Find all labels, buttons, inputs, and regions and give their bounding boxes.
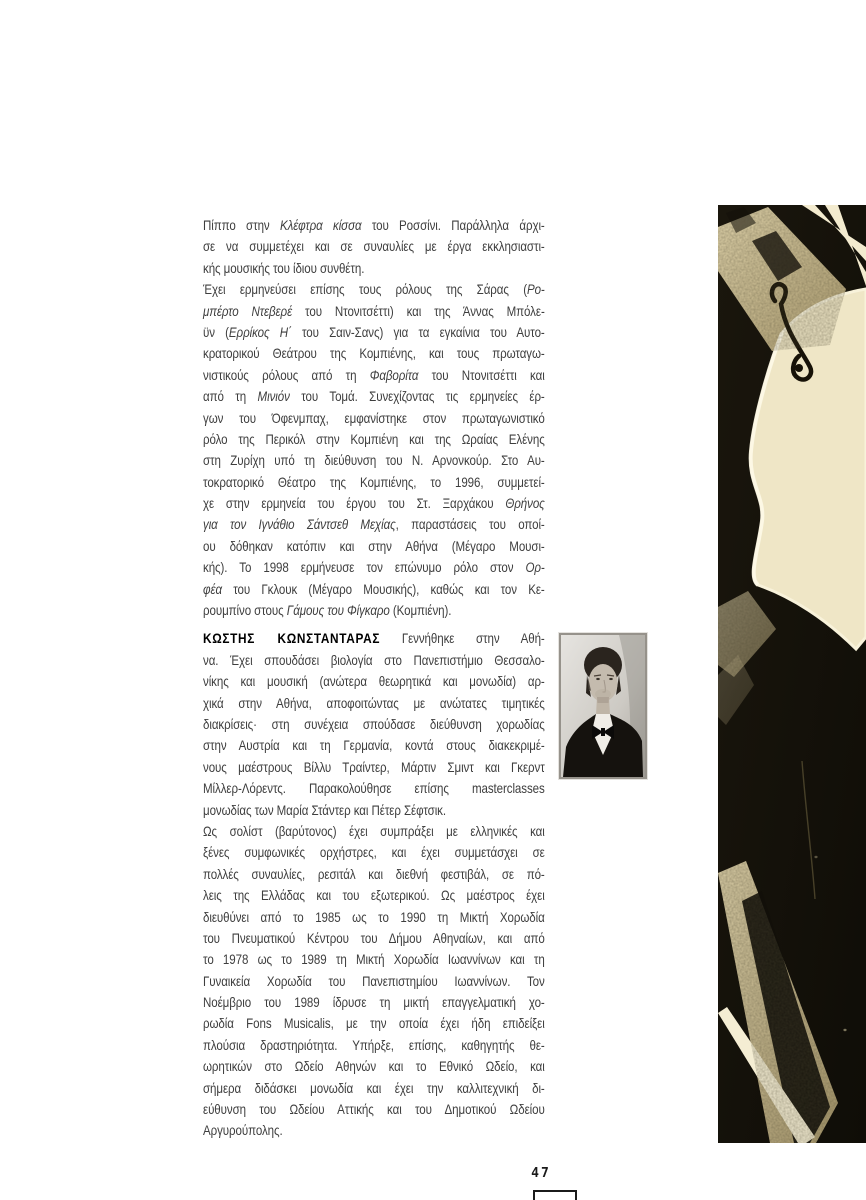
article-column — [203, 215, 545, 1142]
text-line: κρατορικού Θεάτρου της Κομπιένης, και τους πρωταγω- — [203, 346, 545, 362]
text-line: στη Ζυρίχη υπό τη διεύθυνση του Ν. Αρνονκούρ. Στο Αυ- — [203, 453, 545, 469]
text-line: Έχει ερμηνεύσει επίσης τους ρόλους της Σάρας (Ρο- — [203, 282, 545, 298]
text-line: κής μουσικής του ίδιου συνθέτη. — [203, 260, 365, 276]
text-line: χε στην ερμηνεία του έργου του Στ. Ξαρχάκου Θρήνος — [203, 496, 545, 512]
text-line: μονωδίας των Μαρία Στάντερ και Πέτερ Σέφτσικ. — [203, 802, 447, 818]
text-line: ρόλο της Περικόλ στην Κομπιένη και της Ωραίας Ελένης — [203, 431, 545, 447]
text-line: Γυναικεία Χορωδία του Πανεπιστημίου Ιωαννίνων. Τον — [203, 973, 545, 989]
text-line: Πίππο στην Κλέφτρα κίσσα του Ροσσίνι. Παράλληλα άρχι- — [203, 218, 545, 233]
text-line: Νοέμβριο του 1989 ίδρυσε τη μικτή επαγγελματική χο- — [203, 995, 545, 1011]
portrait-photo — [559, 633, 647, 779]
text-line: φέα του Γκλουκ (Μέγαρο Μουσικής), καθώς και τον Κε- — [203, 581, 545, 597]
text-line: σε να συμμετέχει και σε συναυλίες με έργα εκκλησιαστι- — [203, 239, 545, 255]
text-line: γων του Όφενμπαχ, εμφανίστηκε στον πρωταγωνιστικό — [203, 410, 545, 426]
text-line: του Πνευματικού Κέντρου του Δήμου Αθηναίων, και από — [203, 930, 545, 946]
text-line: εύθυνση του Ωδείου Αττικής και του Δημοτικού Ωδείου — [203, 1102, 545, 1118]
text-line: ξένες συμφωνικές ορχήστρες, και έχει συμμετάσχει σε — [203, 845, 545, 861]
text-line: το 1978 ως το 1989 τη Μικτή Χορωδία Ιωαννίνων και τη — [203, 952, 545, 968]
text-line: για τον Ιγνάθιο Σάντσεθ Μεχίας, παραστάσεις του οποί- — [203, 517, 545, 533]
text-line: ωρητικών στο Ωδείο Αθηνών και το Εθνικό Ωδείο, και — [203, 1059, 545, 1075]
text-line: να. Έχει σπουδάσει βιολογία στο Πανεπιστήμιο Θεσσαλο- — [203, 652, 545, 668]
text-line: διακρίσεις· στη συνέχεια σπούδασε διεύθυνση χορωδίας — [203, 716, 545, 732]
text-line: πολλές συναυλίες, ρεσιτάλ και διεθνή φεστιβάλ, σε πό- — [203, 866, 545, 882]
text-line: σήμερα διδάσκει μονωδία και έχει την καλλιτεχνική δι- — [203, 1080, 545, 1096]
text-line: στην Αυστρία και τη Γερμανία, κοντά στους διακεκριμέ- — [203, 738, 545, 754]
text-line: χικά στην Αθήνα, αποφοιτώντας με ανώτατες τιμητικές — [203, 695, 545, 711]
text-line: κής). Το 1998 ερμήνευσε τον επώνυμο ρόλο στον Ορ- — [203, 560, 545, 576]
text-line: Αργυρούπολης. — [203, 1123, 283, 1139]
page-frame-corner-mark — [533, 1190, 577, 1200]
paragraph-block — [203, 628, 545, 1141]
text-line: τοκρατορικό Θέατρο της Κομπιένης, το 1996, συμμετεί- — [203, 474, 545, 490]
violin-photo — [718, 205, 866, 1143]
text-line: νιστικούς ρόλους από τη Φαβορίτα του Ντονιτσέττι και — [203, 367, 545, 383]
paragraph-block — [203, 215, 545, 621]
text-line: νους μαέστρους Βίλλυ Τραίντερ, Μάρτιν Σμιντ και Γκερντ — [203, 759, 545, 775]
text-line: ΚΩΣΤΗΣ ΚΩΝΣΤΑΝΤΑΡΑΣ Γεννήθηκε στην Αθή- — [203, 630, 545, 647]
page-number: 47 — [531, 1166, 551, 1181]
text-line: ϋν (Ερρίκος Η΄ του Σαιν-Σανς) για τα εγκαίνια του Αυτο- — [203, 324, 545, 340]
violin-image — [718, 205, 866, 1143]
text-line: Ως σολίστ (βαρύτονος) έχει συμπράξει με ελληνικές και — [203, 823, 545, 839]
portrait-image — [561, 635, 645, 777]
text-line: Μίλλερ-Λόρεντς. Παρακολούθησε επίσης masterclasses — [203, 781, 545, 797]
text-line: νίκης και μουσική (ανώτερα θεωρητικά και μονωδία) αρ- — [203, 674, 545, 690]
text-line: πλούσια δραστηριότητα. Υπήρξε, επίσης, καθηγητής θε- — [203, 1037, 545, 1053]
text-line: ρωδία Fons Musicalis, με την οποία έχει ήδη επιδείξει — [203, 1016, 545, 1032]
text-line: λεις της Ελλάδας και του εξωτερικού. Ως μαέστρος έχει — [203, 888, 545, 904]
text-line: μπέρτο Ντεβερέ του Ντονιτσέττι) και της Άννας Μπόλε- — [203, 303, 545, 319]
text-line: διευθύνει από το 1985 ως το 1990 τη Μικτή Χορωδία — [203, 909, 545, 925]
text-line: ου δόθηκαν κατόπιν και στην Αθήνα (Μέγαρο Μουσι- — [203, 538, 545, 554]
text-line: από τη Μινιόν του Τομά. Συνεχίζοντας τις ερμηνείες έρ- — [203, 389, 545, 405]
text-line: ρουμπίνο στους Γάμους του Φίγκαρο (Κομπιένη). — [203, 603, 452, 619]
